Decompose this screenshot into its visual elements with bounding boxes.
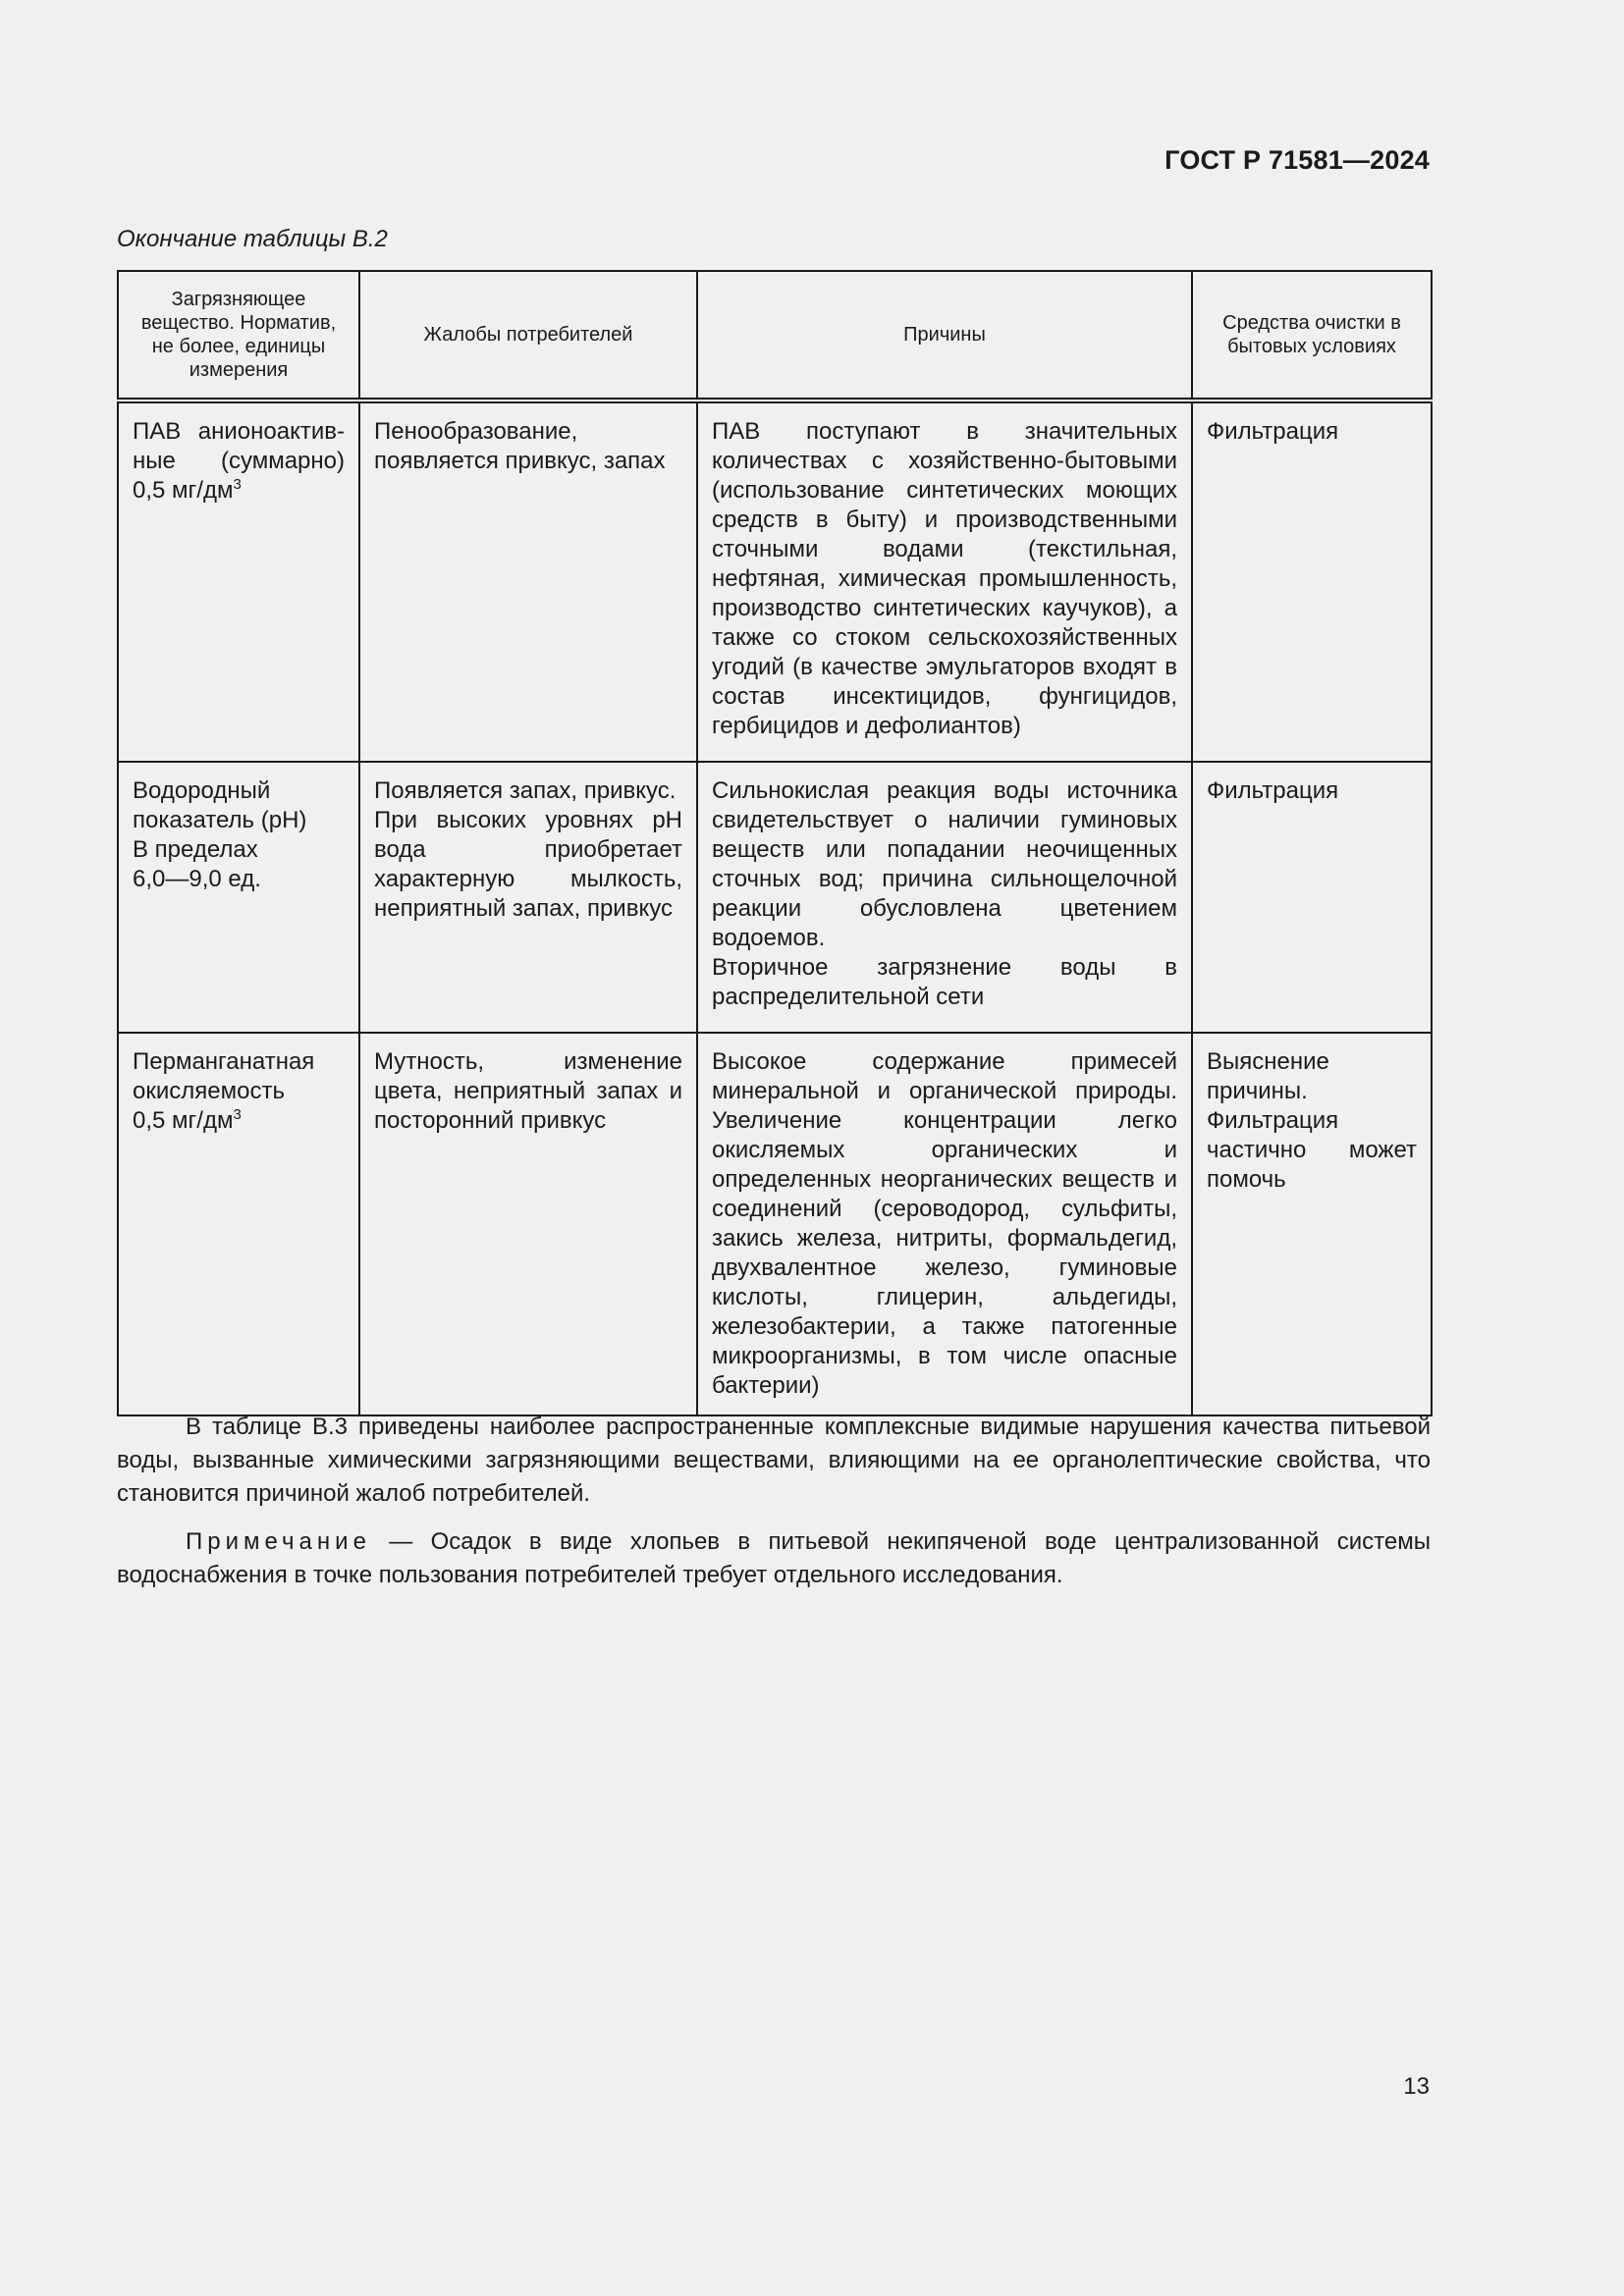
norm-value: 0,5 мг/дм [133,477,234,504]
substance-line: показатель (pH) [133,807,307,833]
table-row [118,400,1432,762]
substance-line: Перманганатная [133,1048,315,1075]
header-complaints: Жалобы потребителей [359,271,697,400]
causes-cell: Сильнокислая реакция воды источника свидетельствует о наличии гуминовых веществ или попадании неочищенных сточных вод; причина сильнощелочной реакции обусловлена цветением водоемов. Вторичное загрязнение воды в распределительной сети [697,762,1192,1033]
substance-cell [118,762,359,1033]
norm-line [133,1106,345,1136]
treatment-cell: Фильтрация [1192,762,1432,1033]
complaints-cell: Пенообразование, появляется привкус, запах [359,400,697,762]
treatment-cell: Выяснение причины. Фильтрация частично может помочь [1192,1033,1432,1415]
causes-cell: ПАВ поступают в значительных количествах с хозяйственно-бытовыми (использование синтетических моющих средств в быту) и производственными сточными водами (текстильная, нефтяная, химическая промышленность, производство синтетических каучуков), а также со стоком сельскохозяйственных угодий (в качестве эмульгаторов входят в состав инсектицидов, фунгицидов, гербицидов и дефолиантов) [697,400,1192,762]
norm-value: 0,5 мг/дм [133,1107,234,1134]
norm-exponent: 3 [233,476,242,493]
treatment-cell: Фильтрация [1192,400,1432,762]
substance-cell [118,1033,359,1415]
substance-line: Водородный [133,777,271,804]
table-row [118,762,1432,1033]
norm-exponent: 3 [233,1106,242,1123]
substance-line: ные (суммарно) [133,448,345,474]
table-header-row [118,271,1432,400]
contaminants-table [117,270,1433,1416]
substance-line: В пределах [133,836,258,863]
causes-cell: Высокое содержание примесей минеральной и органической природы. Увеличение концентрации легко окисляемых органических и определенных неорганических веществ и соединений (сероводород, сульфиты, закись железа, нитриты, формальдегид, двухвалентное железо, гуминовые кислоты, глицерин, альдегиды, железобактерии, а также патогенные микроорганизмы, в том числе опасные бактерии) [697,1033,1192,1415]
table-row [118,1033,1432,1415]
substance-line: ПАВ анионоактив- [133,418,345,445]
header-treatment: Средства очистки в бытовых условиях [1192,271,1432,400]
standard-code: ГОСТ Р 71581—2024 [1164,145,1430,175]
note-paragraph [117,1525,1431,1592]
note-text: — Осадок в виде хлопьев в питьевой некипяченой воде централизованной системы водоснабжения в точке пользования потребителей требует отдельного исследования. [117,1528,1431,1588]
norm-line [133,865,345,894]
substance-cell [118,400,359,762]
complaints-cell: Появляется запах, привкус. При высоких уровнях pH вода приобретает характерную мылкость, неприятный запах, привкус [359,762,697,1033]
body-paragraph: В таблице В.3 приведены наиболее распространенные комплексные видимые нарушения качества питьевой воды, вызванные химическими загрязняющими веществами, влияющими на ее органолептические свойства, что становится причиной жалоб потребителей. [117,1414,1431,1507]
header-causes: Причины [697,271,1192,400]
norm-line [133,476,345,506]
complaints-cell: Мутность, изменение цвета, неприятный запах и посторонний привкус [359,1033,697,1415]
header-substance: Загрязняющее вещество. Норматив, не более, единицы измерения [118,271,359,400]
table-caption: Окончание таблицы В.2 [117,226,388,252]
page-number: 13 [1403,2073,1430,2100]
norm-value: 6,0—9,0 ед. [133,866,261,892]
substance-line: окисляемость [133,1078,285,1104]
note-label: Примечание [186,1528,371,1555]
